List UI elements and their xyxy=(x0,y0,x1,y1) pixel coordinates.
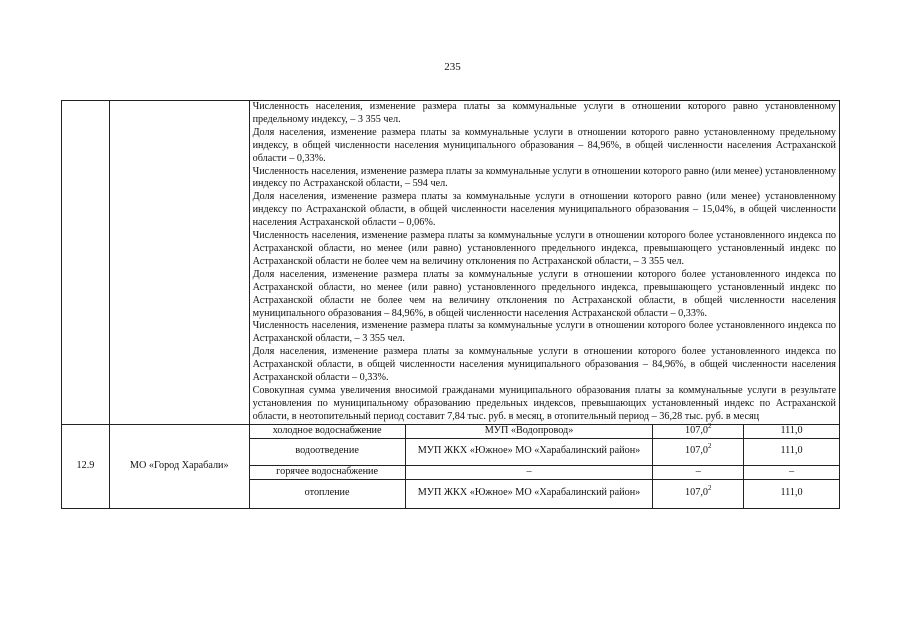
service-name: водоотведение xyxy=(249,438,405,465)
footnote-mark: 2 xyxy=(707,421,712,430)
organization-name: МУП «Водопровод» xyxy=(405,424,653,438)
note-paragraph: Совокупная сумма увеличения вносимой гражданами муниципального образования платы за коммунальные услуги в результате установления по муниципальному образованию предельных индексов, превышающих установленный индекс по Астраханской области, в неотопительный период составит 7,84 тыс. руб. в месяц, в отопительный период – 36,28 тыс. руб. в месяц xyxy=(252,384,836,422)
note-paragraph: Доля населения, изменение размера платы за коммунальные услуги в отношении которого более установленного индекса по Астраханской области, в общей численности населения муниципального образования – 84,96%, в общей численности населения Астраханской области – 0,33%. xyxy=(252,346,836,384)
table-row xyxy=(62,424,840,438)
municipality-name: МО «Город Харабали» xyxy=(109,424,249,508)
footnote-mark: 2 xyxy=(707,484,712,493)
limit-index-value: – xyxy=(744,465,840,479)
page-number: 235 xyxy=(444,61,461,73)
limit-index-value: 111,0 xyxy=(744,438,840,465)
footnote-mark: 2 xyxy=(707,442,712,451)
note-paragraph: Численность населения, изменение размера платы за коммунальные услуги в отношении которого равно (или менее) установленному индексу по Астраханской области, – 594 чел. xyxy=(252,165,836,190)
note-paragraph: Доля населения, изменение размера платы за коммунальные услуги в отношении которого равно (или менее) установленному индексу по Астраханской области, в общей численности населения муниципального образования – 15,04%, в общей численности населения Астраханской области – 0,06%. xyxy=(252,191,836,229)
notes-mo-cell xyxy=(109,101,249,425)
notes-num-cell xyxy=(62,101,110,425)
notes-cell xyxy=(249,101,839,425)
note-paragraph: Доля населения, изменение размера платы за коммунальные услуги в отношении которого более установленного индекса по Астраханской области, но менее (или равно) установленного предельного индекса, превышающего установленный индекс по Астраханской области не более чем на величину отклонения по Астраханской области, в общей численности населения муниципального образования – 84,96%, в общей численности населения Астраханской области – 0,33%. xyxy=(252,268,836,319)
index-value: – xyxy=(653,465,744,479)
organization-name: МУП ЖКХ «Южное» МО «Харабалинский район» xyxy=(405,479,653,508)
limit-index-value: 111,0 xyxy=(744,479,840,508)
index-value: 107,0$^2$ xyxy=(653,424,744,438)
limit-index-value: 111,0 xyxy=(744,424,840,438)
note-paragraph: Доля населения, изменение размера платы за коммунальные услуги в отношении которого равно установленному предельному индексу, в общей численности населения муниципального образования – 84,96%, в общей численности населения Астраханской области – 0,33%. xyxy=(252,126,836,164)
index-value: 107,0$^2$ xyxy=(653,479,744,508)
notes-row xyxy=(62,101,840,425)
entry-number: 12.9 xyxy=(62,424,110,508)
note-paragraph: Численность населения, изменение размера платы за коммунальные услуги в отношении которого равно установленному предельному индексу, – 3 355 чел. xyxy=(252,101,836,125)
note-paragraph: Численность населения, изменение размера платы за коммунальные услуги в отношении которого более установленного индекса по Астраханской области, но менее (или равно) установленного предельного индекса, превышающего установленный индекс по Астраханской области не более чем на величину отклонения по Астраханской области, – 3 355 чел. xyxy=(252,230,836,267)
organization-name: МУП ЖКХ «Южное» МО «Харабалинский район» xyxy=(405,438,653,465)
service-name: отопление xyxy=(249,479,405,508)
organization-name: – xyxy=(405,465,653,479)
note-paragraph: Численность населения, изменение размера платы за коммунальные услуги в отношении которого более установленного индекса по Астраханской области, – 3 355 чел. xyxy=(252,320,836,345)
service-name: холодное водоснабжение xyxy=(249,424,405,438)
index-value: 107,0$^2$ xyxy=(653,438,744,465)
service-name: горячее водоснабжение xyxy=(249,465,405,479)
tariff-table xyxy=(61,100,840,509)
